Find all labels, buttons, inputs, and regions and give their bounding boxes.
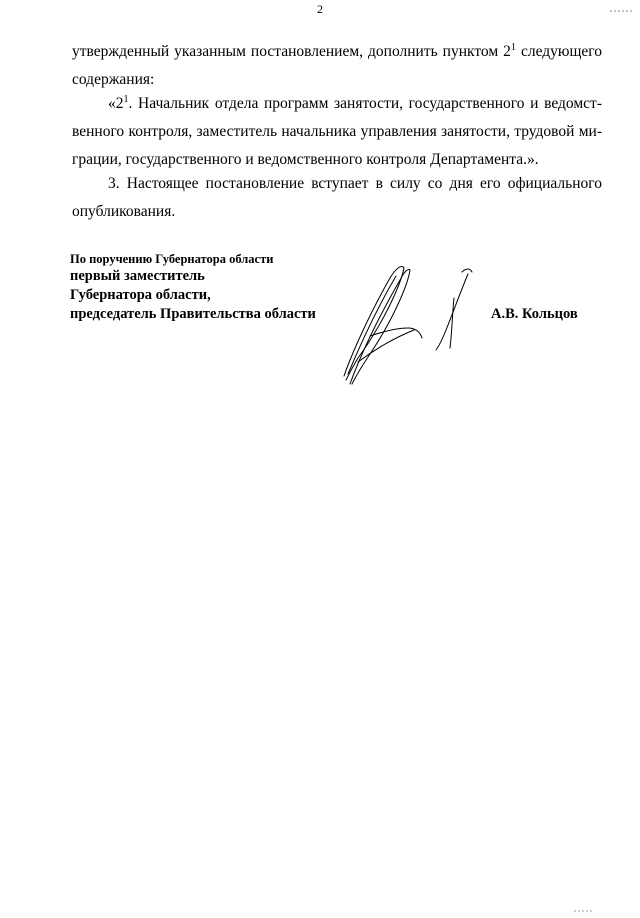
paragraph-3 <box>72 170 602 226</box>
paragraph-1 <box>72 38 602 94</box>
paragraph-3-line-1: 3. Настоящее постановление вступает в силу со дня его официального <box>108 175 602 192</box>
signature-line-authority: По поручению Губернатора области <box>70 252 274 266</box>
page-number: 2 <box>317 2 323 16</box>
paragraph-2 <box>72 90 602 174</box>
paragraph-1-line-2: содержания: <box>72 71 155 88</box>
handwritten-signature <box>330 258 490 388</box>
signature-line-position-2: Губернатора области, <box>70 287 211 303</box>
paragraph-3-line-2: опубликования. <box>72 203 176 220</box>
scan-mark-bottom-right <box>574 900 594 903</box>
signature-line-position-1: первый заместитель <box>70 268 205 284</box>
signer-name: А.В. Кольцов <box>491 306 578 322</box>
signature-block <box>70 251 316 324</box>
paragraph-1-line-1: утвержденный указанным постановлением, дополнить пунктом $2^1$ следующего <box>72 42 602 60</box>
paragraph-2-line-3: грации, государственного и ведомственного контроля Департамента.». <box>72 151 539 168</box>
signature-line-position-3: председатель Правительства области <box>70 306 316 322</box>
paragraph-2-line-1: «$2^1$. Начальник отдела программ занятости, государственного и ведомст- <box>108 94 602 112</box>
paragraph-2-line-2: венного контроля, заместитель начальника управления занятости, трудовой ми- <box>72 123 602 140</box>
